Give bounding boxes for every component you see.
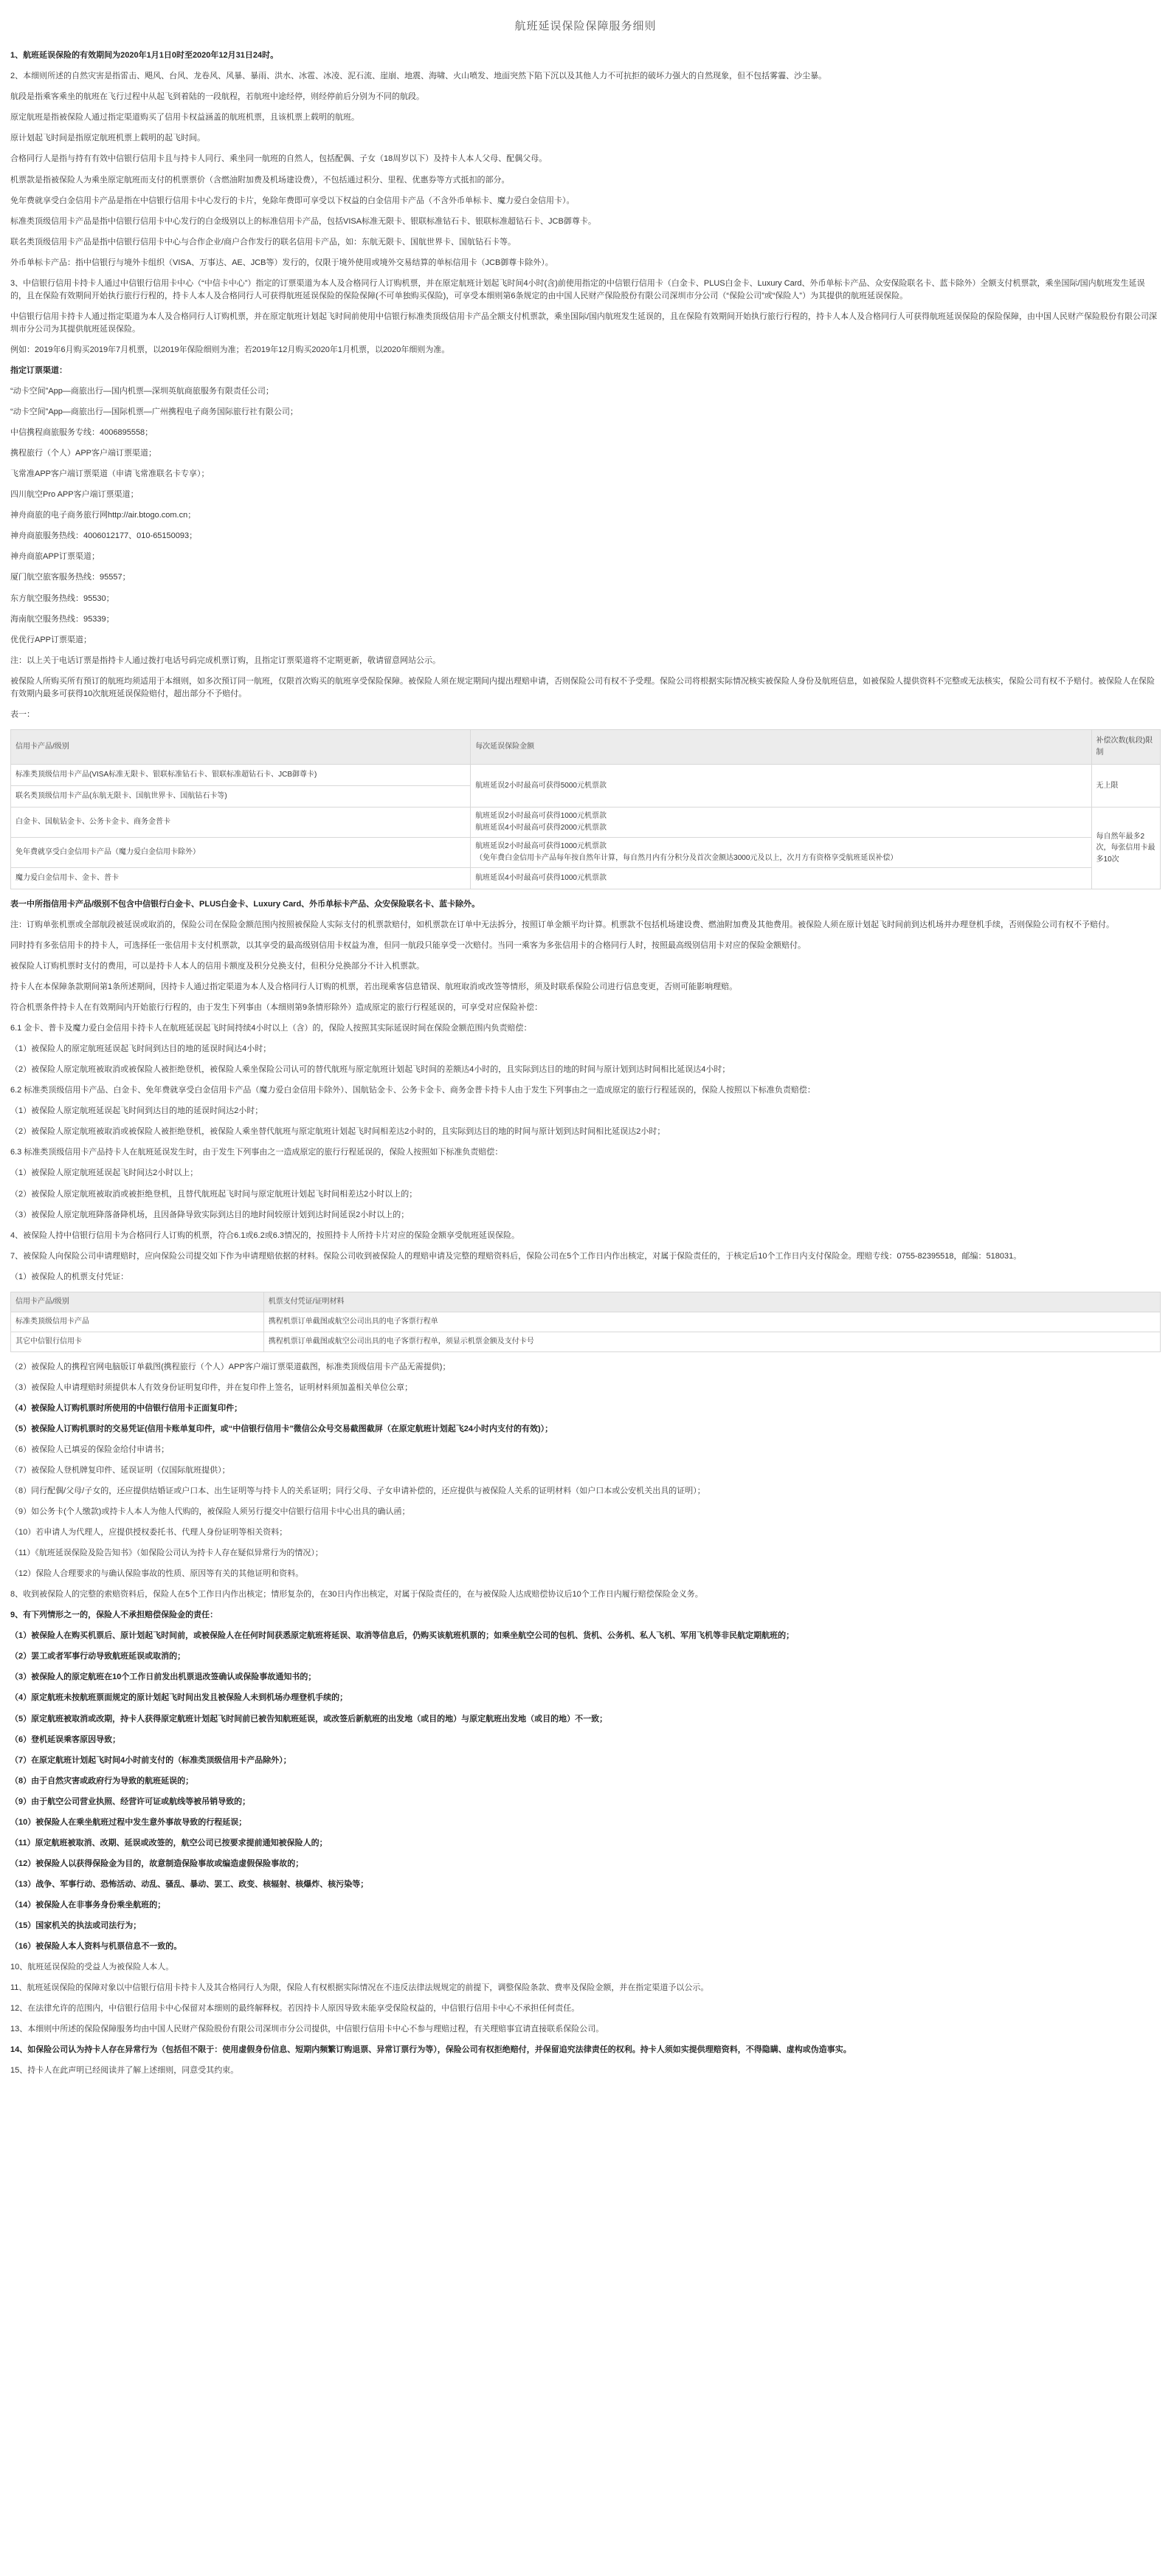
exclusion-16: （16）被保险人本人资料与机票信息不一致的。 [10, 1942, 182, 1952]
channel-item: 神舟商旅APP订票渠道； [10, 552, 100, 562]
clause-10: 10、航班延误保险的受益人为被保险人本人。 [10, 1963, 174, 1972]
table-1-label: 表一： [10, 709, 35, 719]
note-multiple-cards: 同时持有多张信用卡的持卡人，可选择任一张信用卡支付机票款，以其享受的最高级别信用卡权益为准，但同一航段只能享受一次赔付。当同一乘客为多张信用卡的合格同行人时，按照最高级别信用卡对应的保险金额赔付。 [10, 940, 806, 950]
proof-table: 信用卡产品/级别 机票支付凭证/证明材料 标准类顶级信用卡产品 携程机票订单截图或航空公司出具的电子客票行程单 其它中信银行信用卡 携程机票订单截图或航空公司出具的电子客票行程单，须显示机票金额及支付卡号 [10, 1292, 1161, 1352]
claim-item-8: （8）同行配偶/父母/子女的，还应提供结婚证或户口本、出生证明等与持卡人的关系证明；同行父母、子女申请补偿的，还应提供与被保险人关系的证明材料（如户口本或公安机关出具的证明）； [10, 1487, 705, 1496]
channels-heading: 指定订票渠道： [10, 366, 67, 375]
channel-item: 东方航空服务热线：95530； [10, 593, 114, 603]
channel-item: 携程旅行（个人）APP客户端订票渠道； [10, 449, 157, 458]
clause-3-top: 中信银行信用卡持卡人通过指定渠道为本人及合格同行人订购机票，并在原定航班计划起飞时间前使用中信银行标准类顶级信用卡产品全额支付机票款，乘坐国际/国内航班发生延误的，且在保险有效期间开始执行旅行行程的，持卡人本人及合格同行人可获得航班延误保险的保险保障，由中国人民财产保险股份有限公司深圳市分公司为其提供航班延误保险。 [10, 311, 1158, 334]
channel-list [10, 385, 1161, 647]
channel-item: 飞常准APP客户端订票渠道（申请飞常准联名卡专享）； [10, 469, 210, 479]
exclusion-8: （8）由于自然灾害或政府行为导致的航班延误的； [10, 1776, 194, 1785]
table-row: 标准类顶级信用卡产品(VISA标准无限卡、银联标准钻石卡、银联标准超钻石卡、JCB御尊卡) 航班延误2小时最高可获得5000元机票款 无上限 [11, 764, 1161, 785]
note-period: 持卡人在本保障条款期间第1条所述期间，因持卡人通过指定渠道为本人及合格同行人订购的机票，若出现乘客信息错误、航班取消或改签等情形，须及时联系保险公司进行信息变更，否则可能影响理赔。 [10, 982, 738, 992]
exclusion-5: （5）原定航班被取消或改期，持卡人获得原定航班计划起飞时间前已被告知航班延误，或改签后新航班的出发地（或目的地）与原定航班出发地（或目的地）不一致； [10, 1714, 608, 1723]
claim-item-9: （9）如公务卡(个人缴款)或持卡人本人为他人代购的，被保险人须另行提交中信银行信用卡中心出具的确认函； [10, 1507, 410, 1517]
clause-6-1-b: （2）被保险人原定航班被取消或被保险人被拒绝登机，被保险人乘坐保险公司认可的替代航班与原定航班计划起飞时间的差额达4小时的，且实际到达目的地的时间与原计划到达时间相比延误达4小时； [10, 1065, 730, 1075]
claim-item-1: （1）被保险人的机票支付凭证： [10, 1272, 129, 1281]
claim-item-11: （11）《航班延误保险及险告知书》（如保险公司认为持卡人存在疑似异常行为的情况）； [10, 1549, 323, 1558]
clause-6-intro: 符合机票条件持卡人在有效期间内开始旅行行程的，由于发生下列事由（本细则第9条情形除外）造成原定的旅行行程延误的，可享受对应保险补偿： [10, 1003, 543, 1013]
channel-item: 四川航空Pro APP客户端订票渠道； [10, 490, 139, 500]
clause-14: 14、如保险公司认为持卡人存在异常行为（包括但不限于：使用虚假身份信息、短期内频繁订购退票、异常订票行为等），保险公司有权拒绝赔付，并保留追究法律责任的权利。持卡人须如实提供理赔资料，不得隐瞒、虚构或伪造事实。 [10, 2045, 852, 2055]
clause-6-2-b: （2）被保险人原定航班被取消或被保险人被拒绝登机，被保险人乘坐替代航班与原定航班计划起飞时间相差达2小时的，且实际到达目的地的时间与原计划到达时间相比延误达2小时； [10, 1127, 666, 1137]
table-row: 免年费就享受白金信用卡产品（魔力爱白金信用卡除外） 航班延误2小时最高可获得1000元机票款 （免年费白金信用卡产品每年按自然年计算，每自然月内有分积分及首次金额达3000元及以上，次月方有资格享受航班延误补偿） [11, 837, 1161, 867]
clause-1: 1、航班延误保险的有效期间为2020年1月1日0时至2020年12月31日24时。 [10, 51, 279, 61]
clause-4: 4、被保险人持中信银行信用卡为合格同行人订购的机票，符合6.1或6.2或6.3情况的，按照持卡人所持卡片对应的保险金额享受航班延误保险。 [10, 1230, 519, 1240]
def-standard-top: 标准类顶级信用卡产品是指中信银行信用卡中心发行的白金级别以上的标准信用卡产品，包括VISA标准无限卡、银联标准钻石卡、银联标准超钻石卡、JCB御尊卡。 [10, 216, 596, 226]
channel-item: 中信携程商旅服务专线：4006895558； [10, 428, 153, 438]
clause-6-1-a: （1）被保险人的原定航班延误起飞时间到达目的地的延误时间达4小时； [10, 1044, 272, 1054]
exclusion-13: （13）战争、军事行动、恐怖活动、动乱、骚乱、暴动、罢工、政变、核辐射、核爆炸、核污染等； [10, 1879, 369, 1889]
channel-item: 神舟商旅服务热线：4006012177、010-65150093； [10, 531, 198, 541]
claim-item-12: （12）保险人合理要求的与确认保险事故的性质、原因等有关的其他证明和资料。 [10, 1569, 304, 1579]
channel-item: “动卡空间”App—商旅出行—国际机票—广州携程电子商务国际旅行社有限公司； [10, 407, 298, 417]
clause-3: 3、中信银行信用卡持卡人通过中信银行信用卡中心（“中信卡中心”）指定的订票渠道为本人及合格同行人订购机票，并在原定航班计划起飞时间4小时(含)前使用指定的中信银行信用卡（白金卡、PLUS白金卡、Luxury Card、外币单标卡产品、众安保险联名卡、蓝卡除外）全额支付机票款，乘坐国际/国内航班发生延误的，且在保险有效期间开始执行旅行行程的，持卡人本人及合格同行人可获得航班延误保险的保险保障(不可单独购买保险)，可享受本细则第6条规定的由中国人民财产保险股份有限公司深圳市分公司（“保险公司”或“保险人”）为其提供的航班延误保险。 [10, 278, 1145, 300]
claim-item-7: （7）被保险人登机牌复印件、延误证明（仅国际航班提供）； [10, 1465, 230, 1475]
col-card: 信用卡产品/级别 [11, 729, 471, 764]
channel-item: 厦门航空旅客服务热线：95557； [10, 573, 131, 582]
def-cobrand-top: 联名类顶级信用卡产品是指中信银行信用卡中心与合作企业/商户合作发行的联名信用卡产品，如：东航无限卡、国航世界卡、国航钻石卡等。 [10, 237, 517, 247]
exclusion-11: （11）原定航班被取消、改期、延误或改签的，航空公司已按要求提前通知被保险人的； [10, 1838, 328, 1847]
def-companion: 合格同行人是指与持有有效中信银行信用卡且与持卡人同行、乘坐同一航班的自然人，包括配偶、子女（18周岁以下）及持卡人本人父母、配偶父母。 [10, 154, 547, 164]
table-row: 标准类顶级信用卡产品 携程机票订单截图或航空公司出具的电子客票行程单 [11, 1312, 1161, 1332]
page-title: 航班延误保险保障服务细则 [514, 20, 657, 32]
def-ticket-fee: 机票款是指被保险人为乘坐原定航班而支付的机票票价（含燃油附加费及机场建设费），不包括通过积分、里程、优惠券等方式抵扣的部分。 [10, 175, 510, 185]
clause-11: 11、航班延误保险的保障对象以中信银行信用卡持卡人及其合格同行人为限，保险人有权根据实际情况在不违反法律法规规定的前提下，调整保险条款、费率及保险金额，并在指定渠道予以公示。 [10, 1983, 709, 1993]
exclusion-4: （4）原定航班未按航班票面规定的原计划起飞时间出发且被保险人未到机场办理登机手续的； [10, 1693, 348, 1703]
exclusion-2: （2）罢工或者军事行动导致航班延误或取消的； [10, 1652, 186, 1661]
clause-15: 15、持卡人在此声明已经阅读并了解上述细则，同意受其约束。 [10, 2066, 239, 2076]
col-amount: 每次延误保险金额 [471, 729, 1091, 764]
clause-6-3-b: （2）被保险人原定航班被取消或被拒绝登机，且替代航班起飞时间与原定航班计划起飞时间相差达2小时以上的； [10, 1189, 418, 1199]
example: 例如：2019年6月购买2019年7月机票，以2019年保险细则为准；若2019年12月购买2020年1月机票，以2020年细则为准。 [10, 345, 450, 354]
def-original-flight: 原定航班是指被保险人通过指定渠道购买了信用卡权益涵盖的航班机票，且该机票上载明的航班。 [10, 113, 359, 123]
exclusion-14: （14）被保险人在非事务身份乘坐航班的； [10, 1900, 166, 1909]
exclusion-6: （6）登机延误乘客原因导致； [10, 1735, 121, 1744]
exclusion-7: （7）在原定航班计划起飞时间4小时前支付的（标准类顶级信用卡产品除外）； [10, 1755, 291, 1765]
exclusion-3: （3）被保险人的原定航班在10个工作日前发出机票退改签确认或保险事故通知书的； [10, 1673, 317, 1682]
exclusion-15: （15）国家机关的执法或司法行为； [10, 1921, 142, 1930]
exclusion-1: （1）被保险人在购买机票后、原计划起飞时间前，或被保险人在任何时间获悉原定航班将延误、取消等信息后，仍购买该航班机票的；如乘坐航空公司的包机、货机、公务机、私人飞机、军用飞机等非民航定期航班的； [10, 1631, 795, 1641]
exclusion-9: （9）由于航空公司营业执照、经营许可证或航线等被吊销导致的； [10, 1797, 251, 1806]
clause-2: 2、本细则所述的自然灾害是指雷击、飓风、台风、龙卷风、风暴、暴雨、洪水、冰雹、冰凌、泥石流、崖崩、地震、海啸、火山喷发、地面突然下陷下沉以及其他人力不可抗拒的破坏力强大的自然现象，但不包括雾霾、沙尘暴。 [10, 72, 827, 81]
claim-item-4: （4）被保险人订购机票时所使用的中信银行信用卡正面复印件； [10, 1403, 243, 1413]
table-row: 联名类顶级信用卡产品(东航无限卡、国航世界卡、国航钻石卡等) [11, 785, 1161, 807]
note-refund: 注：订购单张机票或全部航段被延误或取消的，保险公司在保险金额范围内按照被保险人实际支付的机票款赔付，如机票款在订单中无法拆分，按照订单金额平均计算。机票款不包括机场建设费、燃油附加费及其他费用。被保险人须在原计划起飞时间前到达机场并办理登机手续，否则保险公司有权不予赔付。 [10, 920, 1114, 929]
claim-item-6: （6）被保险人已填妥的保险金给付申请书； [10, 1444, 170, 1454]
clause-9: 9、有下列情形之一的，保险人不承担赔偿保险金的责任： [10, 1611, 218, 1620]
clause-6-3-a: （1）被保险人原定航班延误起飞时间达2小时以上； [10, 1168, 198, 1178]
clause-12: 12、在法律允许的范围内，中信银行信用卡中心保留对本细则的最终解释权。若因持卡人原因导致未能享受保险权益的，中信银行信用卡中心不承担任何责任。 [10, 2004, 580, 2014]
channel-item: 海南航空服务热线：95339； [10, 614, 114, 624]
clause-7: 7、被保险人向保险公司申请理赔时，应向保险公司提交如下作为申请理赔依据的材料。保险公司收到被保险人的理赔申请及完整的理赔资料后，保险公司在5个工作日内作出核定，对属于保险责任的，于核定后10个工作日内支付保险金。理赔专线：0755-82395518，邮编：518031。 [10, 1251, 1022, 1261]
channels-note: 注：以上关于电话订票是指持卡人通过拨打电话号码完成机票订购，且指定订票渠道将不定期更新，敬请留意网站公示。 [10, 655, 441, 665]
exclusion-12: （12）被保险人以获得保险金为目的，故意制造保险事故或编造虚假保险事故的； [10, 1859, 304, 1868]
channel-item: 神舟商旅的电子商务旅行网http://air.btogo.com.cn； [10, 511, 196, 520]
table-1-note: 表一中所指信用卡产品/级别不包含中信银行白金卡、PLUS白金卡、Luxury Card、外币单标卡产品、众安保险联名卡、蓝卡除外。 [10, 899, 480, 909]
note-payment: 被保险人订购机票时支付的费用，可以是持卡人本人的信用卡额度及积分兑换支付，但积分兑换部分不计入机票款。 [10, 961, 424, 971]
exclusion-10: （10）被保险人在乘坐航班过程中发生意外事故导致的行程延误； [10, 1817, 247, 1827]
table-row: 魔力爱白金信用卡、金卡、普卡 航班延误4小时最高可获得1000元机票款 [11, 867, 1161, 889]
channel-item: “动卡空间”App—商旅出行—国内机票—深圳英航商旅服务有限责任公司； [10, 387, 274, 396]
clause-6-3-c: （3）被保险人原定航班降落备降机场，且因备降导致实际到达目的地时间较原计划到达时间延误2小时以上的； [10, 1210, 410, 1219]
clause-6-2: 6.2 标准类顶级信用卡产品、白金卡、免年费就享受白金信用卡产品（魔力爱白金信用卡除外）、国航钻金卡、公务卡金卡、商务金普卡持卡人由于发生下列事由之一造成原定的旅行行程延误的，保险人按照以下标准负责赔偿： [10, 1086, 815, 1095]
table-row: 其它中信银行信用卡 携程机票订单截图或航空公司出具的电子客票行程单，须显示机票金额及支付卡号 [11, 1332, 1161, 1351]
clause-6-1: 6.1 金卡、普卡及魔力爱白金信用卡持卡人在航班延误起飞时间持续4小时以上（含）的，保险人按照其实际延误时间在保险金额范围内负责赔偿： [10, 1024, 532, 1033]
channel-item: 优优行APP订票渠道； [10, 635, 92, 644]
table-row: 白金卡、国航钻金卡、公务卡金卡、商务金普卡 航班延误2小时最高可获得1000元机票款 航班延误4小时最高可获得2000元机票款 每自然年最多2次，每张信用卡最多10次 [11, 807, 1161, 837]
claims-limit-note: 被保险人所购买所有预订的航班均须适用于本细则，如多次预订同一航班，仅限首次购买的航班享受保险保障。被保险人须在规定期间内提出理赔申请，否则保险公司有权不予受理。保险公司将根据实际情况核实被保险人身份及航班信息，如被保险人提供资料不完整或无法核实，保险公司有权不予赔付。被保险人在保险有效期内最多可获得10次航班延误保险赔付，超出部分不予赔付。 [10, 676, 1155, 698]
claim-item-2: （2）被保险人的携程官网电脑版订单截图(携程旅行（个人）APP客户端订票渠道截图，标准类顶级信用卡产品无需提供)； [10, 1362, 451, 1371]
def-scheduled-time: 原计划起飞时间是指原定航班机票上载明的起飞时间。 [10, 134, 205, 143]
def-free-platinum: 免年费就享受白金信用卡产品是指在中信银行信用卡中心发行的卡片，免除年费即可享受以下权益的白金信用卡产品（不含外币单标卡、魔力爱白金信用卡）。 [10, 196, 575, 205]
col-limit: 补偿次数(航段)限制 [1091, 729, 1160, 764]
claim-item-3: （3）被保险人申请理赔时须提供本人有效身份证明复印件，并在复印件上签名，证明材料须加盖相关单位公章； [10, 1382, 413, 1392]
clause-6-3: 6.3 标准类顶级信用卡产品持卡人在航班延误发生时，由于发生下列事由之一造成原定的旅行行程延误的，保险人按照如下标准负责赔偿： [10, 1148, 503, 1157]
claim-item-5: （5）被保险人订购机票时的交易凭证(信用卡账单复印件，或“中信银行信用卡”微信公众号交易截图截屏（在原定航班计划起飞24小时内支付的有效)）； [10, 1424, 553, 1433]
clause-13: 13、本细则中所述的保险保障服务均由中国人民财产保险股份有限公司深圳市分公司提供，中信银行信用卡中心不参与理赔过程，有关理赔事宜请直接联系保险公司。 [10, 2025, 604, 2034]
def-flight-segment: 航段是指乘客乘坐的航班在飞行过程中从起飞到着陆的一段航程，若航班中途经停，则经停前后分别为不同的航段。 [10, 92, 424, 102]
coverage-table [10, 729, 1161, 889]
def-foreign-card: 外币单标卡产品：指中信银行与境外卡组织（VISA、万事达、AE、JCB等）发行的，仅限于境外使用或境外交易结算的单标信用卡（JCB御尊卡除外）。 [10, 258, 553, 267]
clause-8: 8、收到被保险人的完整的索赔资料后，保险人在5个工作日内作出核定；情形复杂的，在30日内作出核定，对属于保险责任的，在与被保险人达成赔偿协议后10个工作日内履行赔偿保险金义务。 [10, 1590, 703, 1599]
claim-item-10: （10）若申请人为代理人，应提供授权委托书、代理人身份证明等相关资料； [10, 1528, 288, 1537]
clause-6-2-a: （1）被保险人原定航班延误起飞时间到达目的地的延误时间达2小时； [10, 1106, 263, 1116]
